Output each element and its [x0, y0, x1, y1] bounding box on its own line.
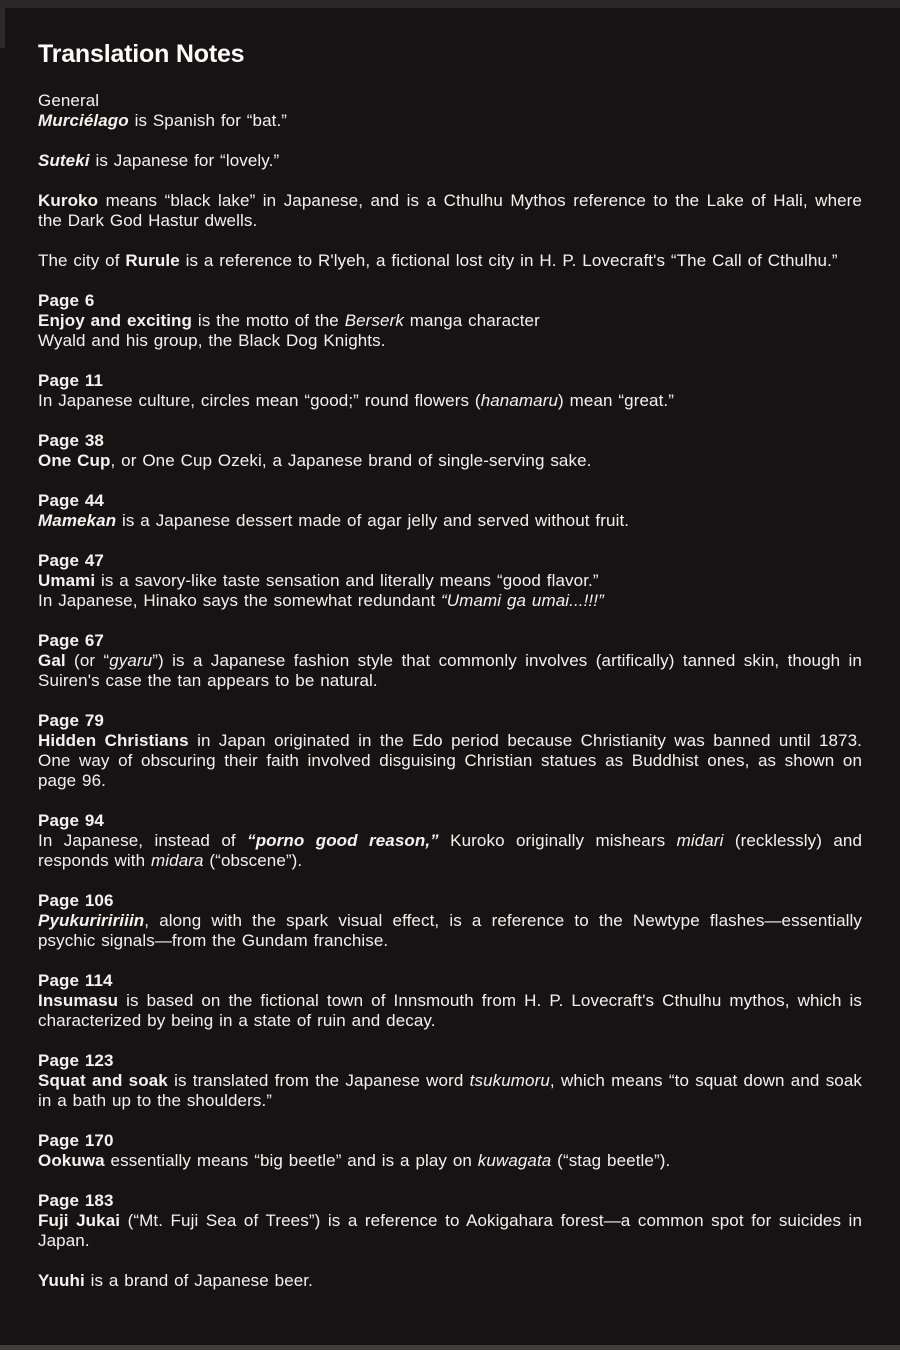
- note-section: [38, 491, 862, 531]
- text-run: Berserk: [344, 311, 404, 330]
- note-section: [38, 891, 862, 951]
- text-run: Squat and soak: [38, 1071, 168, 1090]
- text-run: Suteki: [38, 151, 90, 170]
- text-run: is based on the fictional town of Innsmouth from H. P. Lovecraft's Cthulhu mythos, which is characterized by being in a state of ruin and decay.: [38, 991, 862, 1030]
- note-section: [38, 551, 862, 611]
- text-run: is translated from the Japanese word: [167, 1071, 470, 1090]
- text-run: Pyukuriririiin: [38, 911, 145, 930]
- note-heading: Page 6: [38, 291, 95, 310]
- note-paragraph: [38, 1071, 862, 1111]
- note-paragraph: [38, 391, 862, 411]
- text-run: is a Japanese dessert made of agar jelly and served without fruit.: [116, 511, 630, 530]
- text-run: Yuuhi: [38, 1271, 85, 1290]
- text-run: In Japanese culture, circles mean “good;” round flowers (: [38, 391, 481, 410]
- note-heading: Page 123: [38, 1051, 114, 1070]
- note-paragraph: [38, 731, 862, 791]
- text-run: One Cup: [38, 451, 111, 470]
- text-run: (recklessly) and responds with: [38, 831, 863, 870]
- text-run: Rurule: [125, 251, 180, 270]
- note-heading: Page 170: [38, 1131, 114, 1150]
- text-run: Umami: [38, 571, 96, 590]
- text-run: Mamekan: [38, 511, 117, 530]
- text-run: Ookuwa: [38, 1151, 105, 1170]
- text-run: Gal: [38, 651, 66, 670]
- note-section: [38, 91, 862, 271]
- text-run: The city of: [38, 251, 126, 270]
- text-run: Enjoy and exciting: [38, 311, 192, 330]
- text-run: in Japan originated in the Edo period because Christianity was banned until 1873. One way of obscuring their faith involved disguising Christian statues as Buddhist ones, as shown on page 96.: [38, 731, 862, 790]
- text-run: midari: [676, 831, 724, 850]
- note-paragraph: [38, 831, 862, 871]
- note-paragraph: [38, 111, 862, 131]
- note-paragraph: [38, 191, 862, 231]
- page-title: Translation Notes: [38, 40, 245, 68]
- text-run: is the motto of the: [192, 311, 345, 330]
- text-run: hanamaru: [480, 391, 559, 410]
- text-run: Murciélago: [38, 111, 129, 130]
- scan-edge-left: [0, 0, 5, 48]
- note-heading: General: [38, 91, 100, 110]
- note-paragraph: [38, 251, 862, 271]
- note-paragraph: [38, 571, 862, 611]
- text-run: midara: [151, 851, 204, 870]
- text-run: Hidden Christians: [38, 731, 189, 750]
- note-section: [38, 1051, 862, 1111]
- text-run: , which means “to squat down and soak in a bath up to the shoulders.”: [38, 1071, 863, 1110]
- text-run: ) mean “great.”: [558, 391, 674, 410]
- note-heading: Page 44: [38, 491, 104, 510]
- text-run: (“obscene”).: [203, 851, 303, 870]
- text-run: Kuroko originally mishears: [438, 831, 677, 850]
- text-run: is a reference to R'lyeh, a fictional lost city in H. P. Lovecraft's “The Call of Cthulhu.”: [179, 251, 838, 270]
- note-paragraph: [38, 1151, 862, 1171]
- text-run: (“stag beetle”).: [551, 1151, 671, 1170]
- text-run: In Japanese, instead of: [38, 831, 248, 850]
- note-paragraph: [38, 911, 862, 951]
- note-heading: Page 79: [38, 711, 104, 730]
- note-paragraph: [38, 151, 862, 171]
- text-run: Fuji Jukai: [38, 1211, 121, 1230]
- text-run: kuwagata: [477, 1151, 552, 1170]
- text-run: means “black lake” in Japanese, and is a Cthulhu Mythos reference to the Lake of Hali, where the Dark God Hastur dwells.: [38, 191, 862, 230]
- note-section: [38, 371, 862, 411]
- text-run: tsukumoru: [469, 1071, 550, 1090]
- text-run: , or One Cup Ozeki, a Japanese brand of single-serving sake.: [110, 451, 592, 470]
- note-paragraph: [38, 1271, 862, 1291]
- text-run: “Umami ga umai...!!!”: [441, 591, 604, 610]
- note-heading: Page 114: [38, 971, 113, 990]
- note-paragraph: [38, 311, 862, 351]
- note-section: [38, 811, 862, 871]
- notes-sections: [38, 91, 862, 1291]
- note-heading: Page 38: [38, 431, 104, 450]
- text-run: ”) is a Japanese fashion style that commonly involves (artifically) tanned skin, though in Suiren's case the tan appears to be natural.: [38, 651, 862, 690]
- note-section: [38, 1191, 862, 1291]
- note-heading: Page 47: [38, 551, 104, 570]
- text-run: is Spanish for “bat.”: [128, 111, 288, 130]
- note-section: [38, 711, 862, 791]
- text-run: Kuroko: [38, 191, 99, 210]
- note-paragraph: [38, 651, 862, 691]
- scan-edge-top: [0, 0, 900, 8]
- note-heading: Page 106: [38, 891, 114, 910]
- note-heading: Page 94: [38, 811, 104, 830]
- text-run: , along with the spark visual effect, is a reference to the Newtype flashes—essentially psychic signals—from the Gundam franchise.: [38, 911, 862, 950]
- text-run: gyaru: [109, 651, 153, 670]
- note-section: [38, 431, 862, 471]
- scan-edge-bottom: [0, 1345, 900, 1350]
- text-run: is a savory-like taste sensation and literally means “good flavor.”: [95, 571, 599, 590]
- text-run: Insumasu: [38, 991, 119, 1010]
- text-run: In Japanese, Hinako says the somewhat redundant: [38, 591, 442, 610]
- text-run: is Japanese for “lovely.”: [89, 151, 280, 170]
- note-section: [38, 631, 862, 691]
- note-section: [38, 971, 862, 1031]
- text-run: is a brand of Japanese beer.: [84, 1271, 313, 1290]
- note-heading: Page 67: [38, 631, 104, 650]
- text-run: Wyald and his group, the Black Dog Knights.: [38, 331, 386, 350]
- note-paragraph: [38, 1211, 862, 1251]
- note-paragraph: [38, 511, 862, 531]
- text-run: “porno good reason,”: [247, 831, 439, 850]
- note-heading: Page 183: [38, 1191, 114, 1210]
- text-run: essentially means “big beetle” and is a play on: [104, 1151, 478, 1170]
- text-run: (or “: [65, 651, 110, 670]
- note-heading: Page 11: [38, 371, 104, 390]
- note-section: [38, 291, 862, 351]
- text-run: (“Mt. Fuji Sea of Trees”) is a reference to Aokigahara forest—a common spot for suicides in Japan.: [38, 1211, 862, 1250]
- note-section: [38, 1131, 862, 1171]
- text-run: manga character: [403, 311, 540, 330]
- note-paragraph: [38, 991, 862, 1031]
- note-paragraph: [38, 451, 862, 471]
